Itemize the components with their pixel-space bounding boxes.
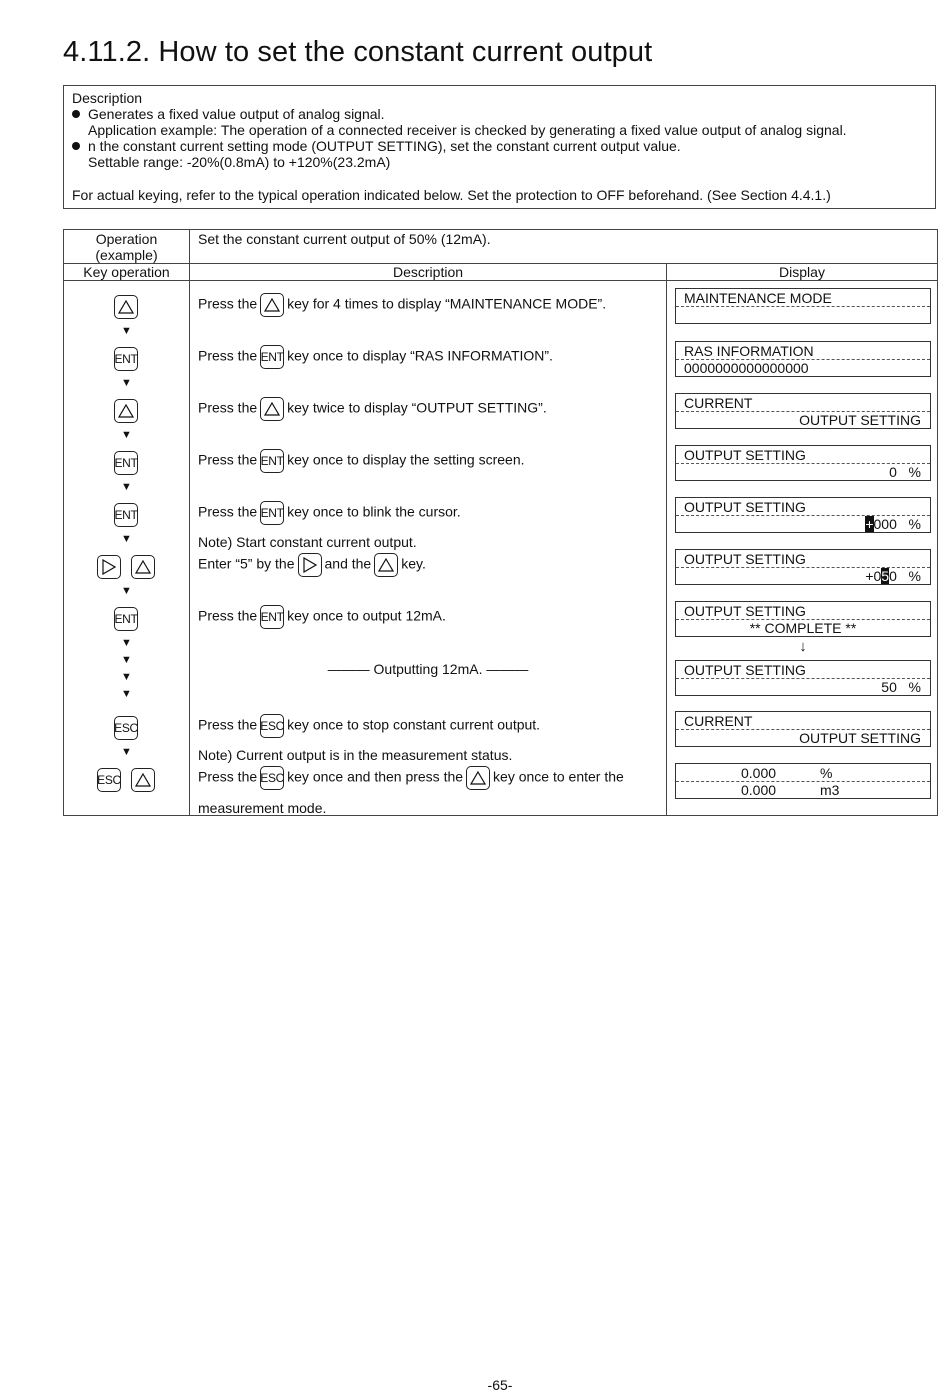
lcd-display: MAINTENANCE MODE [675,288,931,324]
flow-arrow: ▼ [121,654,132,666]
step-1-text: Press the key for 4 times to display “MAINTENANCE MODE”. [198,293,606,317]
esc-key-icon: ESC [114,716,138,740]
lcd-display: OUTPUT SETTING +000 % [675,497,931,533]
description-box [63,85,936,209]
flow-arrow: ▼ [121,481,132,493]
description-note: For actual keying, refer to the typical operation indicated below. Set the protection to OFF beforehand. (See Section 4.4.1.) [72,187,831,203]
lcd-display: OUTPUT SETTING +050 % [675,549,931,585]
step-4-text: Press the ENT key once to display the setting screen. [198,449,525,473]
page-title: 4.11.2. How to set the constant current output [63,36,653,68]
up-key-icon [260,293,284,317]
flow-arrow: ▼ [121,377,132,389]
up-key-icon [374,553,398,577]
blinking-cursor: 5 [881,568,890,584]
ent-key-icon: ENT [260,501,284,525]
lcd-display: 0.000 % 0.000 m3 [675,763,931,799]
bullet-icon [72,142,80,150]
step-10-text-cont: measurement mode. [198,800,327,816]
ent-key-icon: ENT [114,347,138,371]
up-key-icon [131,555,155,579]
lcd-display: CURRENT OUTPUT SETTING [675,393,931,429]
up-key-icon [260,397,284,421]
operation-label: Operation (example) [95,231,158,263]
row-divider [64,280,937,281]
step-8-text: ——— Outputting 12mA. ——— [327,661,529,677]
step-10-text: Press the ESC key once and then press the key once to enter the [198,766,624,790]
header-description: Description [392,264,464,280]
page-number: -65- [487,1377,513,1393]
description-heading: Description [72,90,143,106]
header-key-operation: Key operation [83,264,170,280]
esc-key-icon: ESC [97,768,121,792]
col-divider [189,230,190,816]
flow-arrow: ▼ [121,429,132,441]
description-bullet-1: Generates a fixed value output of analog signal. [72,106,385,122]
step-3-text: Press the key twice to display “OUTPUT SETTING”. [198,397,547,421]
step-9-note: Note) Current output is in the measurement status. [198,747,513,763]
esc-key-icon: ESC [260,766,284,790]
col-divider [666,264,667,816]
description-bullet-2: n the constant current setting mode (OUTPUT SETTING), set the constant current output value. [72,138,681,154]
step-7-text: Press the ENT key once to output 12mA. [198,605,446,629]
blinking-cursor: + [865,516,874,532]
flow-arrow: ▼ [121,325,132,337]
description-bullet-1-sub: Application example: The operation of a connected receiver is checked by generating a fixed value output of analog signal. [88,122,847,138]
lcd-display: RAS INFORMATION 0000000000000000 [675,341,931,377]
step-6-text: Enter “5” by the and the key. [198,553,426,577]
up-key-icon [114,399,138,423]
step-5-text: Press the ENT key once to blink the cursor. [198,501,461,525]
down-arrow-icon: ↓ [799,638,807,655]
ent-key-icon: ENT [260,345,284,369]
lcd-display: OUTPUT SETTING ** COMPLETE ** [675,601,931,637]
header-display: Display [779,264,825,280]
operation-text: Set the constant current output of 50% (12mA). [198,231,491,247]
step-5-note: Note) Start constant current output. [198,534,417,550]
procedure-table [63,229,938,816]
flow-arrow: ▼ [121,637,132,649]
step-2-text: Press the ENT key once to display “RAS INFORMATION”. [198,345,553,369]
right-key-icon [97,555,121,579]
ent-key-icon: ENT [114,503,138,527]
description-bullet-2-sub: Settable range: -20%(0.8mA) to +120%(23.2mA) [88,154,391,170]
lcd-display: CURRENT OUTPUT SETTING [675,711,931,747]
up-key-icon [114,295,138,319]
bullet-icon [72,110,80,118]
ent-key-icon: ENT [260,605,284,629]
up-key-icon [131,768,155,792]
esc-key-icon: ESC [260,714,284,738]
ent-key-icon: ENT [114,607,138,631]
ent-key-icon: ENT [114,451,138,475]
up-key-icon [466,766,490,790]
flow-arrow: ▼ [121,585,132,597]
lcd-display: OUTPUT SETTING 50 % [675,660,931,696]
step-9-text: Press the ESC key once to stop constant current output. [198,714,540,738]
flow-arrow: ▼ [121,746,132,758]
ent-key-icon: ENT [260,449,284,473]
flow-arrow: ▼ [121,688,132,700]
flow-arrow: ▼ [121,671,132,683]
right-key-icon [298,553,322,577]
lcd-display: OUTPUT SETTING 0 % [675,445,931,481]
flow-arrow: ▼ [121,533,132,545]
